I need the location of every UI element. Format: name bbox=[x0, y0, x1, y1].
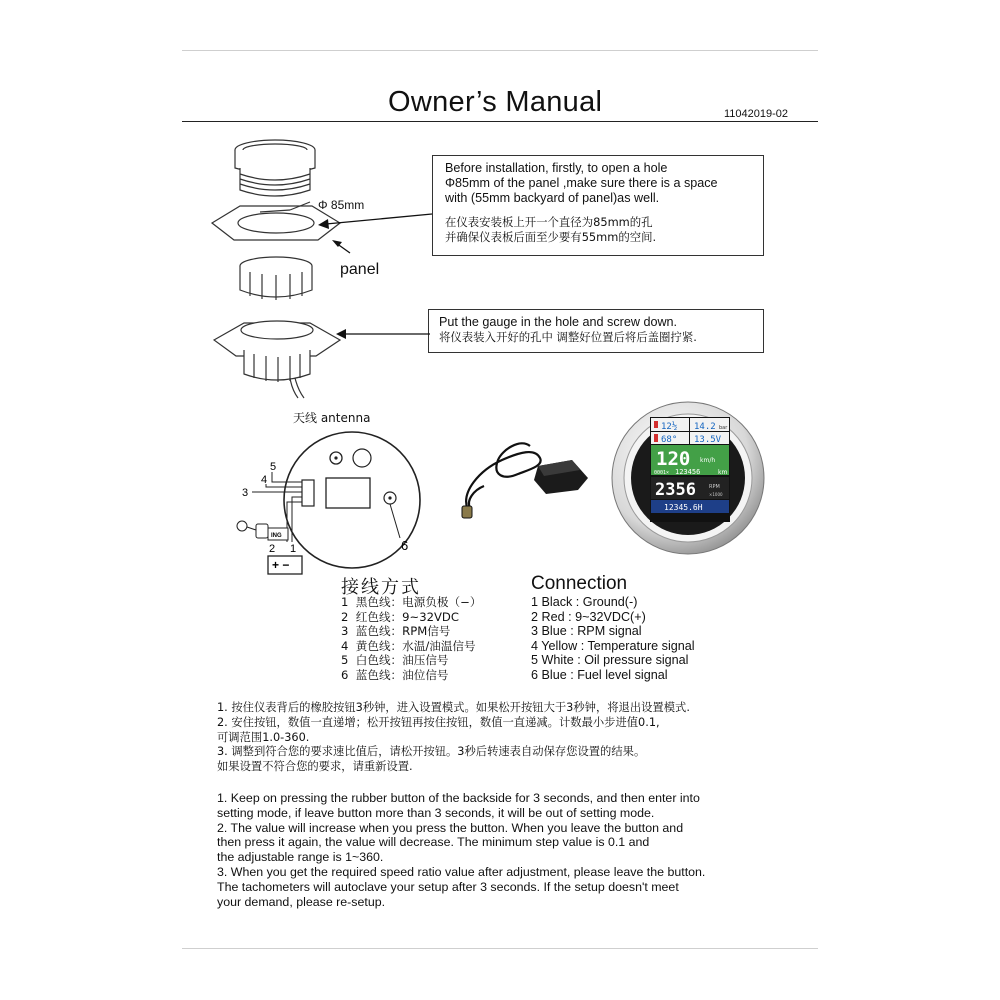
battery-label: + − bbox=[272, 558, 290, 572]
rpm-unit: RPM bbox=[709, 484, 720, 490]
gps-antenna-illustration bbox=[440, 430, 600, 530]
speed-unit: km/h bbox=[700, 457, 716, 464]
voltage-readout: 13.5V bbox=[694, 435, 722, 445]
pin-5-label: 5 bbox=[270, 461, 277, 473]
mount-note-en: Put the gauge in the hole and screw down. bbox=[439, 315, 678, 329]
instruction-en-line: setting mode, if leave button more than 3 seconds, it will be out of setting mode. bbox=[217, 805, 655, 820]
install-note-en-line: Before installation, firstly, to open a hole bbox=[445, 161, 668, 175]
instruction-cn-line: 如果设置不符合您的要求，请重新设置. bbox=[217, 760, 413, 774]
rpm-multiplier: ×1000 bbox=[709, 492, 723, 497]
pressure-readout: 14.2 bbox=[694, 422, 716, 432]
panel-label: panel bbox=[340, 261, 380, 278]
rubber-button bbox=[353, 449, 371, 467]
retaining-nut-illustration bbox=[240, 257, 312, 300]
rpm-readout: 2356 bbox=[655, 480, 696, 500]
instruction-cn-line: 2. 安住按钮，数值一直递增；松开按钮再按住按钮，数值一直递减。计数最小步进值0.1, bbox=[217, 715, 660, 729]
instructions-en bbox=[217, 791, 705, 909]
temp-readout: 68° bbox=[661, 435, 678, 445]
instruction-cn-line: 1. 按住仪表背后的橡胶按钮3秒钟，进入设置模式。如果松开按钮大于3秒钟，将退出设置模式. bbox=[217, 701, 690, 714]
gauge-front-illustration bbox=[608, 398, 768, 558]
connection-item-en: 5 White : Oil pressure signal bbox=[531, 653, 689, 668]
install-note-en-line: Φ85mm of the panel ,make sure there is a space bbox=[445, 176, 718, 190]
connection-heading-en: Connection bbox=[531, 573, 628, 594]
pin-4-label: 4 bbox=[261, 474, 268, 486]
connection-item-en: 3 Blue : RPM signal bbox=[531, 624, 642, 639]
connection-item-en: 2 Red : 9~32VDC(+) bbox=[531, 609, 646, 624]
battery-icon bbox=[268, 556, 302, 574]
antenna-label: 天线 antenna bbox=[293, 411, 371, 425]
label-area bbox=[326, 478, 370, 508]
dimension-label: Φ 85mm bbox=[318, 198, 365, 212]
instruction-en-line: The tachometers will autoclave your setup after 3 seconds. If the setup doesn't meet bbox=[217, 879, 679, 894]
connection-list-cn bbox=[341, 595, 481, 683]
page-top-rule bbox=[182, 50, 818, 51]
engine-hours-readout: 12345.6H bbox=[664, 503, 703, 512]
wire-connector bbox=[302, 480, 314, 506]
connection-item-cn: 5 白色线：油压信号 bbox=[341, 653, 449, 668]
connection-item-cn: 6 蓝色线：油位信号 bbox=[341, 667, 449, 682]
connection-item-en: 1 Black : Ground(-) bbox=[531, 595, 638, 609]
connection-item-cn: 2 红色线：9~32VDC bbox=[341, 609, 459, 624]
connection-item-cn: 1 黑色线：电源负极（−） bbox=[341, 595, 482, 609]
page-title: Owner’s Manual bbox=[388, 86, 603, 118]
wiring-back-diagram bbox=[232, 424, 432, 584]
install-note-cn-line: 在仪表安装板上开一个直径为85mm的孔 bbox=[445, 215, 653, 229]
instruction-en-line: the adjustable range is 1~360. bbox=[217, 850, 384, 865]
page-bottom-rule bbox=[182, 948, 818, 949]
ignition-key-icon bbox=[237, 521, 268, 538]
pin-1-label: 1 bbox=[290, 543, 297, 555]
connection-list-en bbox=[531, 595, 695, 683]
installation-exploded-drawing bbox=[200, 128, 440, 400]
instruction-cn-line: 可调范围1.0-360. bbox=[217, 730, 310, 744]
connection-item-cn: 3 蓝色线：RPM信号 bbox=[341, 624, 451, 639]
speed-readout: 120 bbox=[656, 448, 691, 470]
panel-arrow bbox=[332, 240, 350, 253]
gauge-body-illustration bbox=[235, 140, 315, 196]
pressure-unit: bar bbox=[719, 425, 728, 431]
mount-note-cn: 将仪表装入开好的孔中 调整好位置后将后盖圈拧紧. bbox=[439, 330, 697, 344]
install-note-cn-line: 并确保仪表板后面至少要有55mm的空间. bbox=[445, 230, 657, 244]
connection-heading-cn: 接线方式 bbox=[341, 577, 421, 598]
connection-item-cn: 4 黄色线：水温/油温信号 bbox=[341, 638, 476, 653]
instruction-en-line: 3. When you get the required speed ratio value after adjustment, please leave the button. bbox=[217, 864, 706, 879]
mount-note-box bbox=[428, 309, 764, 353]
instruction-en-line: then press it again, the value will decrease. The minimum step value is 0.1 and bbox=[217, 835, 650, 850]
document-code: 11042019-02 bbox=[724, 108, 789, 120]
odometer-readout: 123456 bbox=[675, 468, 701, 476]
instruction-en-line: 1. Keep on pressing the rubber button of the backside for 3 seconds, and then enter into bbox=[217, 791, 700, 805]
connection-item-en: 4 Yellow : Temperature signal bbox=[531, 638, 695, 653]
instruction-cn-line: 3. 调整到符合您的要求速比值后，请松开按钮。3秒后转速表自动保存您设置的结果。 bbox=[217, 745, 646, 759]
instruction-en-line: 2. The value will increase when you press the button. When you leave the button and bbox=[217, 820, 684, 835]
mounted-gauge-illustration bbox=[214, 321, 340, 398]
connection-item-en: 6 Blue : Fuel level signal bbox=[531, 667, 668, 682]
install-note-en-line: with (55mm backyard of panel)as well. bbox=[445, 191, 660, 205]
ign-label: ING bbox=[271, 533, 282, 539]
instructions-cn bbox=[217, 701, 690, 775]
odometer-unit: km bbox=[718, 469, 728, 476]
pin-3-label: 3 bbox=[242, 487, 249, 499]
install-arrow-1 bbox=[312, 210, 436, 232]
fuel-readout: 12½ bbox=[661, 422, 678, 432]
odometer-prefix: 0001× bbox=[654, 470, 670, 476]
instruction-en-line: your demand, please re-setup. bbox=[217, 894, 386, 909]
pin-6-label: 6 bbox=[401, 538, 409, 553]
title-underline bbox=[182, 121, 818, 122]
antenna-puck bbox=[534, 460, 588, 494]
install-note-box bbox=[432, 155, 764, 256]
pin-2-label: 2 bbox=[269, 543, 276, 555]
install-arrow-2 bbox=[332, 326, 432, 342]
